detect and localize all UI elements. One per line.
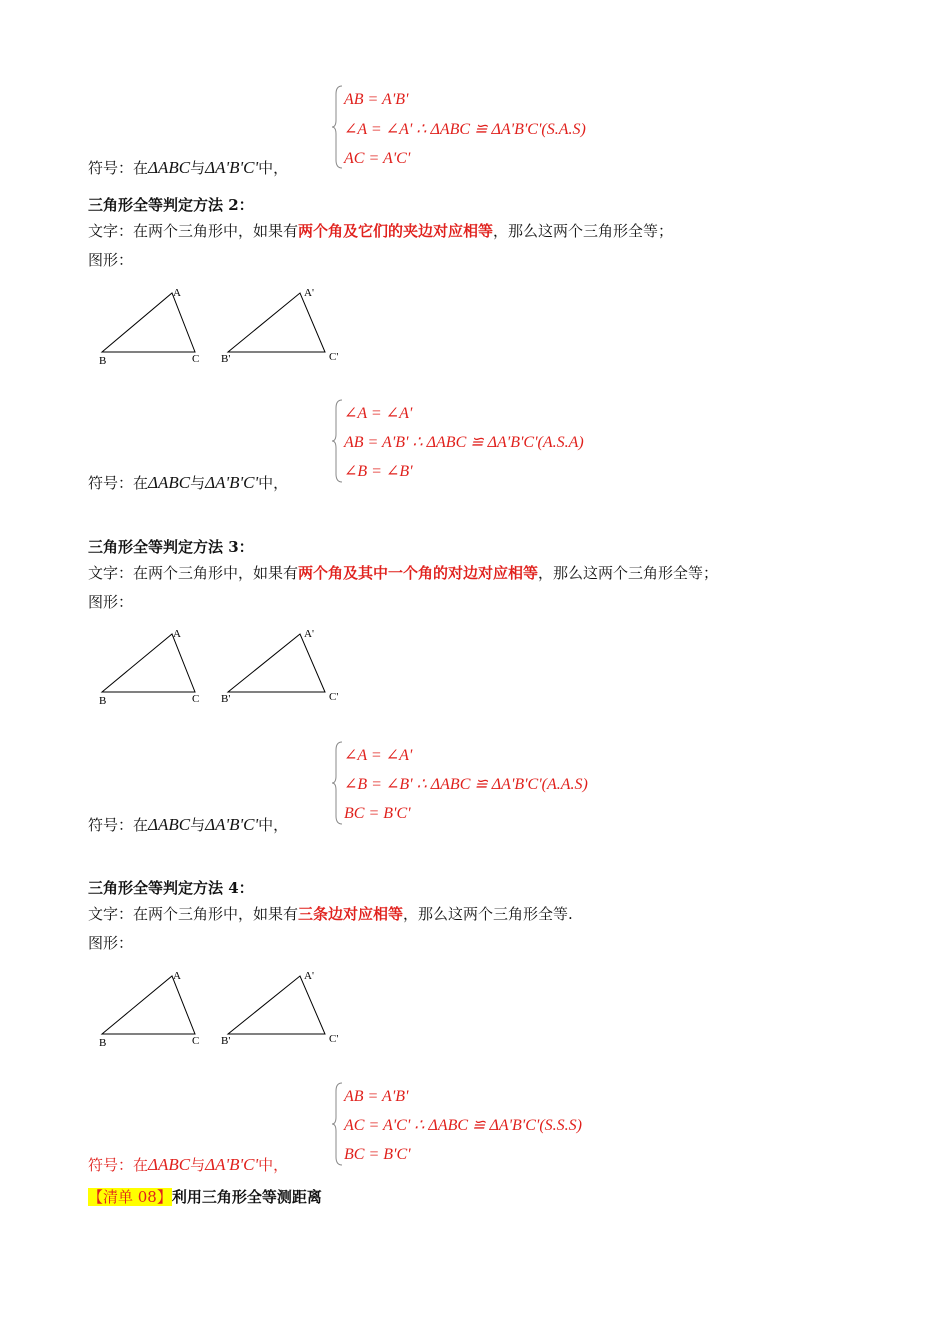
aas-line-3: BC = B'C'	[344, 805, 411, 822]
label-c-prime: C'	[329, 1033, 339, 1045]
method4-text: 文字：在两个三角形中，如果有三条边对应相等，那么这两个三角形全等.	[88, 905, 573, 923]
label-c-prime: C'	[329, 691, 339, 703]
triangle-abc-prime	[228, 293, 325, 352]
aas-line-2: ∠B = ∠B' ∴ ΔABC ≌ ΔA'B'C'(A.A.S)	[344, 776, 588, 793]
label-c: C	[192, 353, 200, 365]
asa-symbol-line: 符号：在ΔABC与ΔA'B'C'中，	[88, 473, 289, 492]
asa-line-1: ∠A = ∠A'	[344, 405, 413, 422]
label-a: A	[173, 287, 181, 299]
triangle-abc	[102, 634, 195, 692]
label-c: C	[192, 693, 200, 705]
sss-line-2: AC = A'C' ∴ ΔABC ≌ ΔA'B'C'(S.S.S)	[344, 1117, 582, 1134]
method4-heading: 三角形全等判定方法 4：	[88, 879, 254, 897]
aas-symbol-line: 符号：在ΔABC与ΔA'B'C'中，	[88, 815, 289, 834]
label-a-prime: A'	[304, 970, 314, 982]
sas-line-2: ∠A = ∠A' ∴ ΔABC ≌ ΔA'B'C'(S.A.S)	[344, 121, 586, 138]
method4-triangles	[90, 964, 360, 1054]
triangle-abc-prime	[228, 976, 325, 1034]
brace-icon	[332, 740, 344, 826]
label-b-prime: B'	[221, 1035, 231, 1047]
brace-icon	[332, 1081, 344, 1167]
label-a: A	[173, 970, 181, 982]
list08-tag: 【清单 08】	[88, 1188, 172, 1206]
sss-line-1: AB = A'B'	[344, 1088, 409, 1105]
list08-title: 利用三角形全等测距离	[171, 1188, 322, 1206]
brace-icon	[332, 84, 344, 170]
label-b: B	[99, 695, 107, 707]
asa-line-2: AB = A'B' ∴ ΔABC ≌ ΔA'B'C'(A.S.A)	[344, 434, 584, 451]
aas-line-1: ∠A = ∠A'	[344, 747, 413, 764]
label-b: B	[99, 1037, 107, 1049]
sss-line-3: BC = B'C'	[344, 1146, 411, 1163]
sas-symbol-line: 符号：在ΔABC与ΔA'B'C'中，	[88, 158, 289, 177]
method2-heading: 三角形全等判定方法 2：	[88, 196, 254, 214]
label-b: B	[99, 355, 107, 367]
method3-text: 文字：在两个三角形中，如果有两个角及其中一个角的对边对应相等，那么这两个三角形全等；	[88, 564, 719, 582]
label-c: C	[192, 1035, 200, 1047]
method2-figure-label: 图形：	[88, 251, 134, 269]
method3-heading: 三角形全等判定方法 3：	[88, 538, 254, 556]
label-c-prime: C'	[329, 351, 339, 363]
triangle-abc	[102, 293, 195, 352]
method3-triangles	[90, 622, 360, 712]
label-a-prime: A'	[304, 287, 314, 299]
list08-heading	[88, 1187, 322, 1207]
method3-figure-label: 图形：	[88, 593, 134, 611]
label-b-prime: B'	[221, 353, 231, 365]
method2-triangles	[90, 282, 360, 372]
asa-line-3: ∠B = ∠B'	[344, 463, 413, 480]
method2-text: 文字：在两个三角形中，如果有两个角及它们的夹边对应相等，那么这两个三角形全等；	[88, 222, 674, 240]
sas-line-3: AC = A'C'	[344, 150, 411, 167]
brace-icon	[332, 398, 344, 484]
triangle-abc	[102, 976, 195, 1034]
label-a-prime: A'	[304, 628, 314, 640]
sas-line-1: AB = A'B'	[344, 91, 409, 108]
triangle-abc-prime	[228, 634, 325, 692]
label-b-prime: B'	[221, 693, 231, 705]
sss-symbol-line: 符号：在ΔABC与ΔA'B'C'中，	[88, 1155, 289, 1174]
method4-figure-label: 图形：	[88, 934, 134, 952]
label-a: A	[173, 628, 181, 640]
